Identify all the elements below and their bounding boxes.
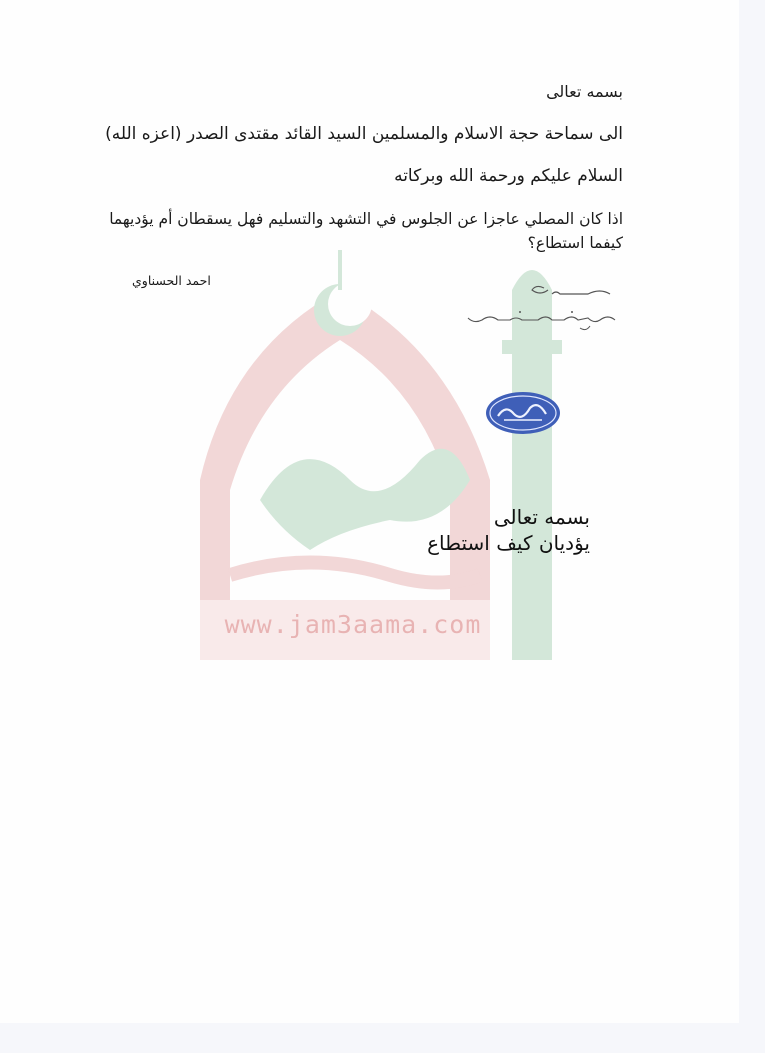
question-paragraph: اذا كان المصلي عاجزا عن الجلوس في التشهد والتسليم فهل يسقطان أم يؤديهما كيفما استطاع؟ [109, 210, 623, 252]
seal-stamp [484, 390, 562, 436]
sender-name: احمد الحسناوي [132, 273, 211, 288]
bismillah-heading: بسمه تعالى [546, 82, 623, 101]
answer-bismillah: بسمه تعالى [493, 505, 590, 529]
addressee-line: الى سماحة حجة الاسلام والمسلمين السيد القائد مقتدى الصدر (اعزه الله) [105, 124, 623, 144]
greeting-line: السلام عليكم ورحمة الله وبركاته [394, 166, 623, 186]
answer-text: يؤديان كيف استطاع [427, 531, 590, 555]
scan-edge-right [739, 0, 765, 1053]
watermark-url: www.jam3aama.com [224, 610, 482, 639]
handwritten-reply [460, 280, 620, 340]
scan-edge-bottom [0, 1023, 765, 1053]
